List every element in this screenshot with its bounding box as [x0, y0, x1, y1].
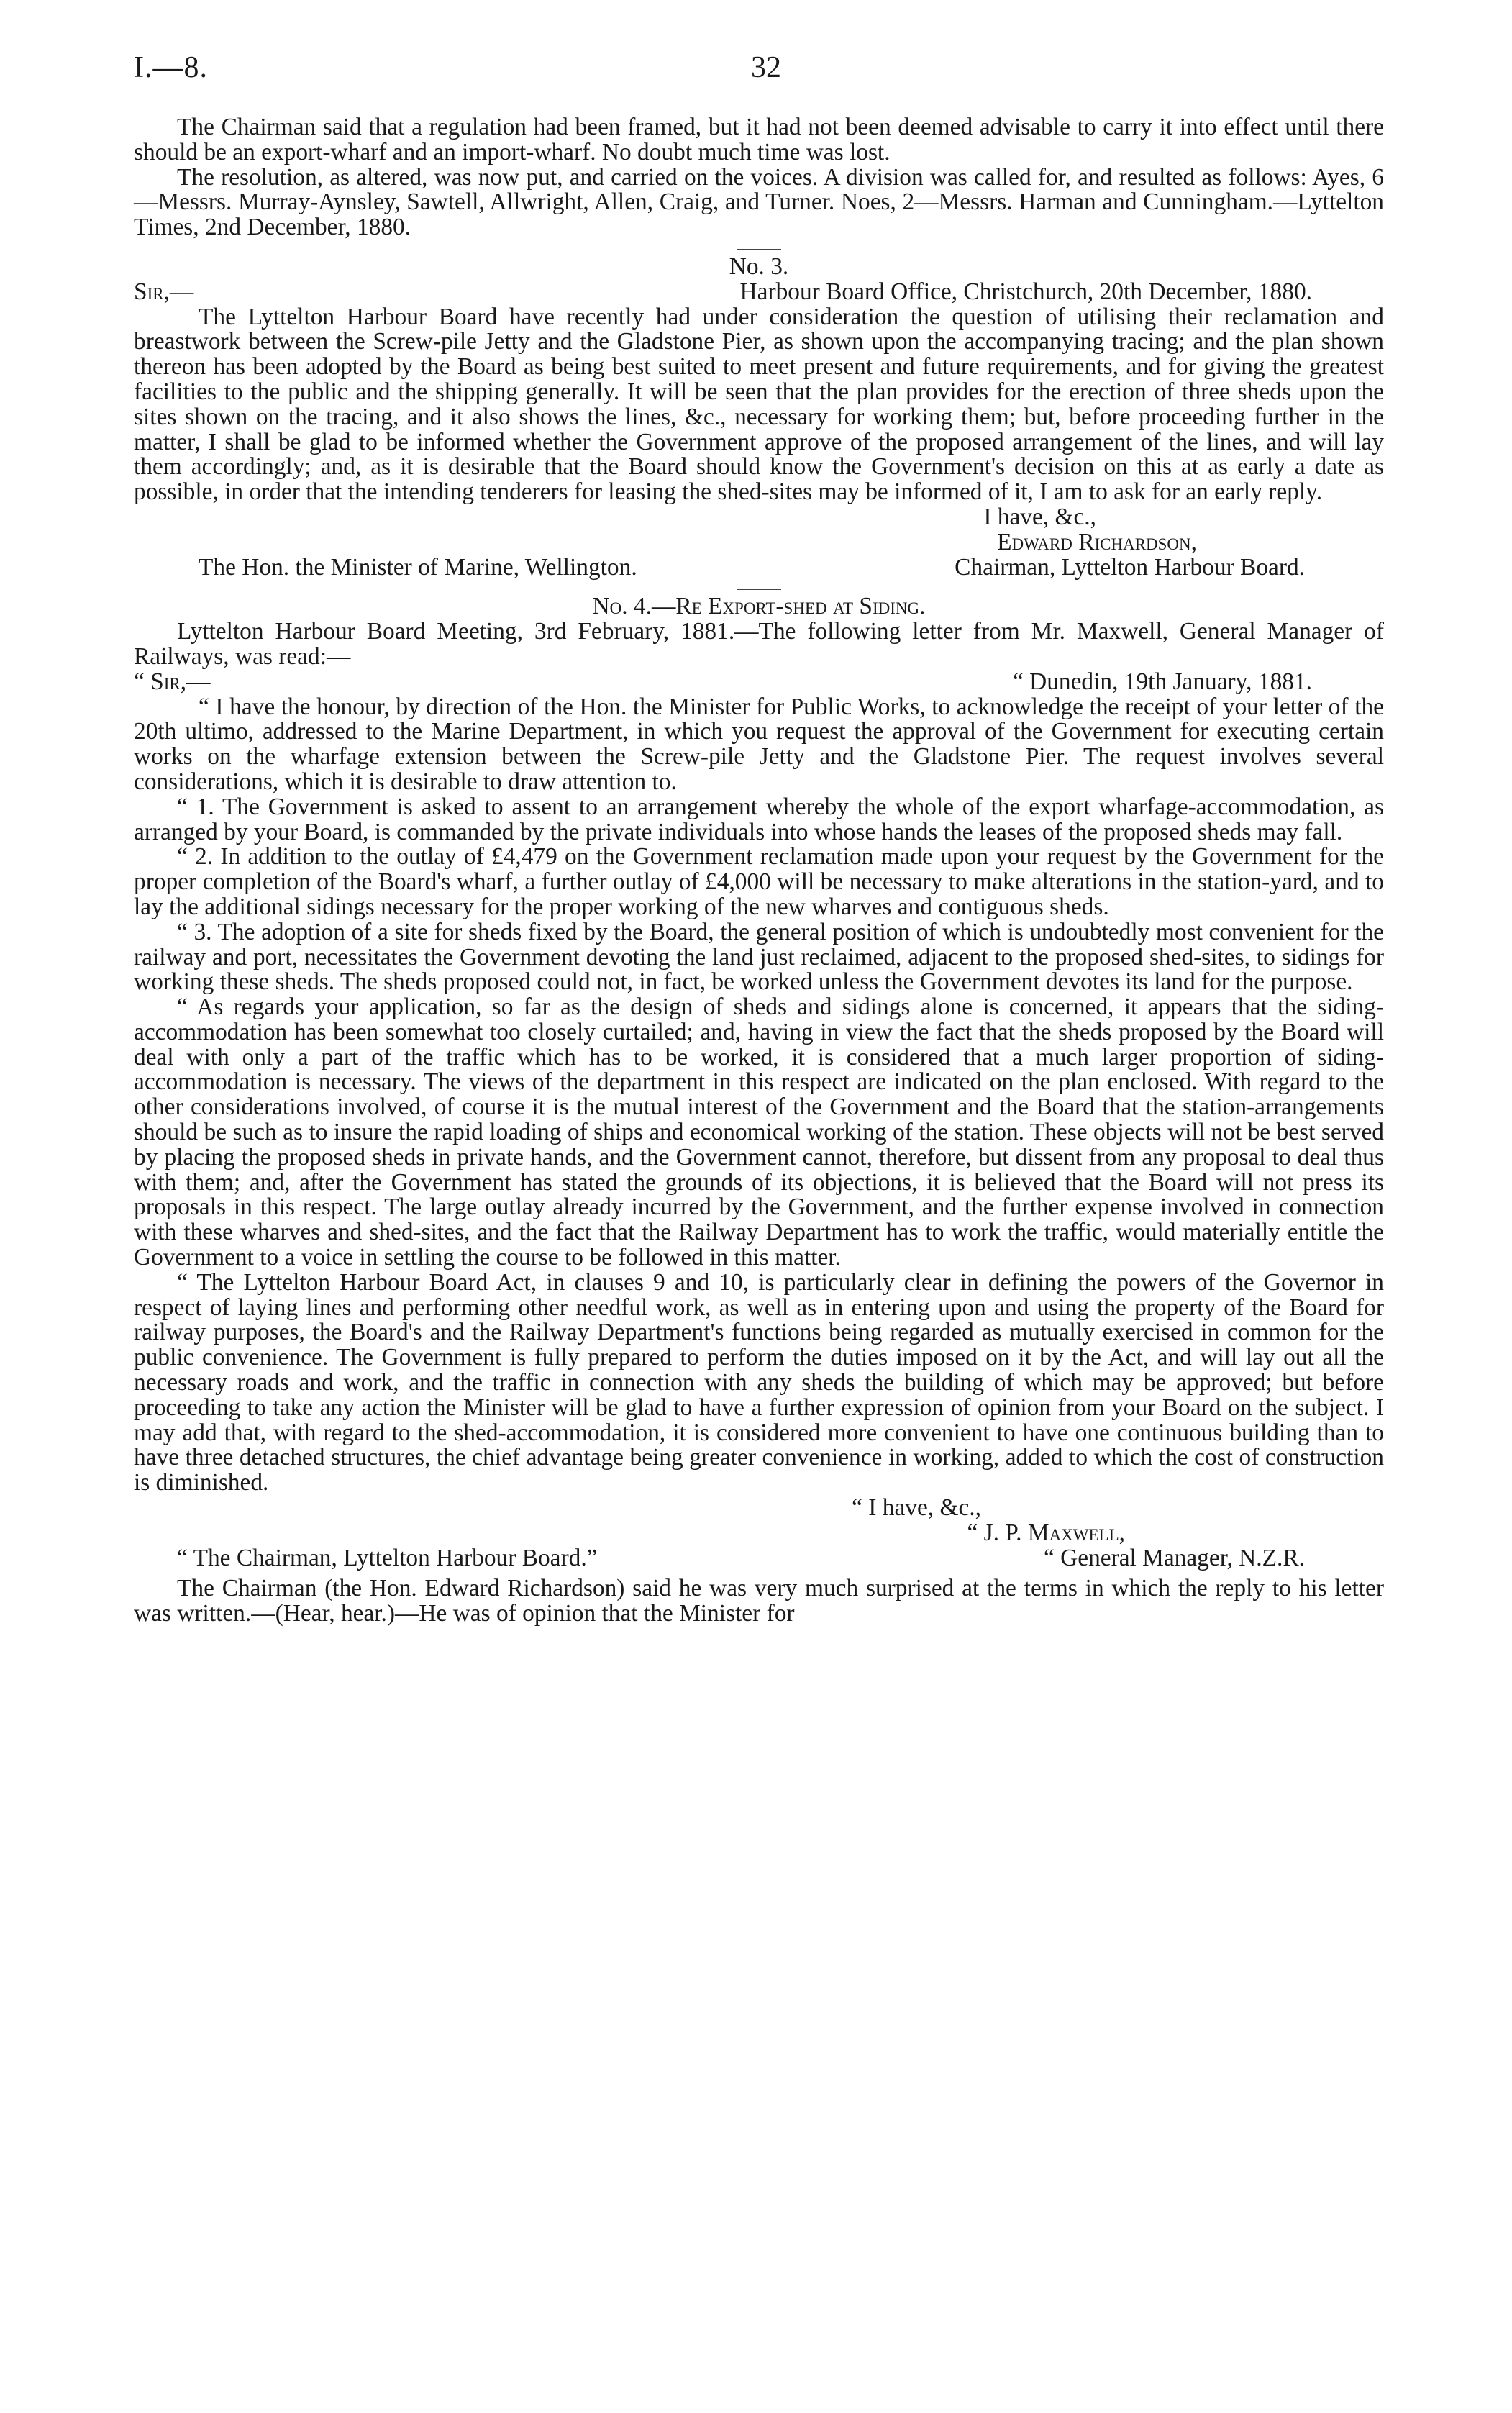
- salutation: Sir,—: [134, 278, 194, 305]
- page-number: 32: [751, 51, 781, 84]
- letter-paragraph: “ As regards your application, so far as the design of sheds and sidings alone is concerned, it appears that the siding-accommodation has been somewhat too closely curtailed; and, having in view the fact that the sheds proposed by the Board will deal with only a part of the traffic which has to be worked, it is considered that a much larger proportion of siding-accommodation is necessary. The views of the department in this respect are indicated on the plan enclosed. With regard to the other considerations involved, of course it is the mutual interest of the Government and the Board that the station-arrangements should be such as to insure the rapid loading of ships and economical working of the station. These objects will not be best served by placing the proposed sheds in private hands, and the Government cannot, therefore, but dissent from any proposal to deal thus with them; and, after the Government has stated the grounds of its objections, it is believed that the Board will not press its proposals in this respect. The large outlay already incurred by the Government, and the further expense involved in connection with these wharves and shed-sites, and the fact that the Railway Department has to work the traffic, would materially entitle the Government to a voice in settling the course to be followed in this matter.: [134, 994, 1384, 1271]
- letter-paragraph: “ 1. The Government is asked to assent to an arrangement whereby the whole of the export wharfage-accommodation, as arranged by your Board, is commanded by the private individuals into whose hands the leases of the proposed sheds may fall.: [134, 793, 1384, 845]
- meeting-intro: Lyttelton Harbour Board Meeting, 3rd February, 1881.—The following letter from Mr. Maxwell, General Manager of Railways, was read:—: [134, 618, 1384, 670]
- addressee: The Hon. the Minister of Marine, Wellington.: [199, 553, 637, 581]
- letter-paragraph: “ 2. In addition to the outlay of £4,479 on the Government reclamation made upon your request by the Government for the proper completion of the Board's wharf, a further outlay of £4,000 will be necessary to make alterations in the station-yard, and to lay the additional sidings necessary for the proper working of the new wharves and contiguous sheds.: [134, 843, 1384, 920]
- section-heading-no3: No. 3.: [729, 253, 789, 280]
- section-divider: [737, 249, 781, 250]
- section-divider: [737, 589, 781, 590]
- signatory-name: “ J. P. Maxwell,: [967, 1519, 1125, 1546]
- paragraph: The resolution, as altered, was now put, and carried on the voices. A division was called for, and resulted as follows: Ayes, 6—Messrs. Murray-Aynsley, Sawtell, Allwright, Allen, Craig, and Turner. Noes, 2—Messrs. Harman and Cunningham.—Lyttelton Times, 2nd December, 1880.: [134, 163, 1384, 241]
- document-reference: I.—8.: [134, 51, 208, 84]
- letter-header-row: [134, 670, 1384, 695]
- salutation: “ Sir,—: [134, 668, 211, 695]
- letter-header-row: [134, 280, 1384, 305]
- letter-footer-row: [134, 1546, 1384, 1571]
- addressee: “ The Chairman, Lyttelton Harbour Board.”: [177, 1544, 598, 1571]
- letter-footer-row: [134, 555, 1384, 581]
- letter-paragraph: “ I have the honour, by direction of the Hon. the Minister for Public Works, to acknowledge the receipt of your letter of the 20th ultimo, addressed to the Marine Department, in which you request the approval of the Government for executing certain works on the wharfage extension between the Screw-pile Jetty and the Gladstone Pier. The request involves several considerations, which it is desirable to draw attention to.: [134, 693, 1384, 795]
- signatory-title: “ General Manager, N.Z.R.: [1043, 1544, 1305, 1571]
- letter-address-date: “ Dunedin, 19th January, 1881.: [1012, 668, 1312, 695]
- letter-address-date: Harbour Board Office, Christchurch, 20th December, 1880.: [739, 278, 1312, 305]
- letter-closing: “ I have, &c.,: [852, 1494, 981, 1522]
- paragraph: The Chairman (the Hon. Edward Richardson) said he was very much surprised at the terms in which the reply to his letter was written.—(Hear, hear.)—He was of opinion that the Minister for: [134, 1575, 1384, 1627]
- signatory-name: Edward Richardson,: [997, 528, 1197, 555]
- letter-body: The Lyttelton Harbour Board have recently had under consideration the question of utilising their reclamation and breastwork between the Screw-pile Jetty and the Gladstone Pier, as shown upon the accompanying tracing; and the plan shown thereon has been adopted by the Board as being best suited to meet present and future requirements, and for giving the greatest facilities to the public and the shipping generally. It will be seen that the plan provides for the erection of three sheds upon the sites shown on the tracing, and it also shows the lines, &c., necessary for working them; but, before proceeding further in the matter, I shall be glad to be informed whether the Government approve of the proposed arrangement of the lines, and will lay them accordingly; and, as it is desirable that the Board should know the Government's decision on this at as early a date as possible, in order that the intending tenderers for leasing the shed-sites may be informed of it, I am to ask for an early reply.: [134, 303, 1384, 506]
- page-body: [134, 115, 1384, 1627]
- section-heading-no4: No. 4.—Re Export-shed at Siding.: [592, 593, 926, 620]
- letter-closing: I have, &c.,: [983, 503, 1096, 530]
- paragraph: The Chairman said that a regulation had been framed, but it had not been deemed advisable to carry it into effect until there should be an export-wharf and an import-wharf. No doubt much time was lost.: [134, 114, 1384, 165]
- letter-paragraph: “ The Lyttelton Harbour Board Act, in clauses 9 and 10, is particularly clear in defining the powers of the Governor in respect of laying lines and performing other needful work, as well as in entering upon and using the property of the Board for railway purposes, the Board's and the Railway Department's functions being regarded as mutually exercised in common for the public convenience. The Government is fully prepared to perform the duties imposed on it by the Act, and will lay out all the necessary roads and work, and the traffic in connection with any sheds the building of which may be approved; but before proceeding to take any action the Minister will be glad to have a further expression of opinion from your Board on the subject. I may add that, with regard to the shed-accommodation, it is considered more convenient to have one continuous building than to have three detached structures, the chief advantage being greater convenience in working, added to which the cost of construction is diminished.: [134, 1268, 1384, 1496]
- letter-paragraph: “ 3. The adoption of a site for sheds fixed by the Board, the general position of which is undoubtedly most convenient for the railway and port, necessitates the Government devoting the land just reclaimed, adjacent to the proposed shed-sites, to sidings for working these sheds. The sheds proposed could not, in fact, be worked unless the Government devotes its land for the purpose.: [134, 918, 1384, 996]
- signatory-title: Chairman, Lyttelton Harbour Board.: [955, 553, 1305, 581]
